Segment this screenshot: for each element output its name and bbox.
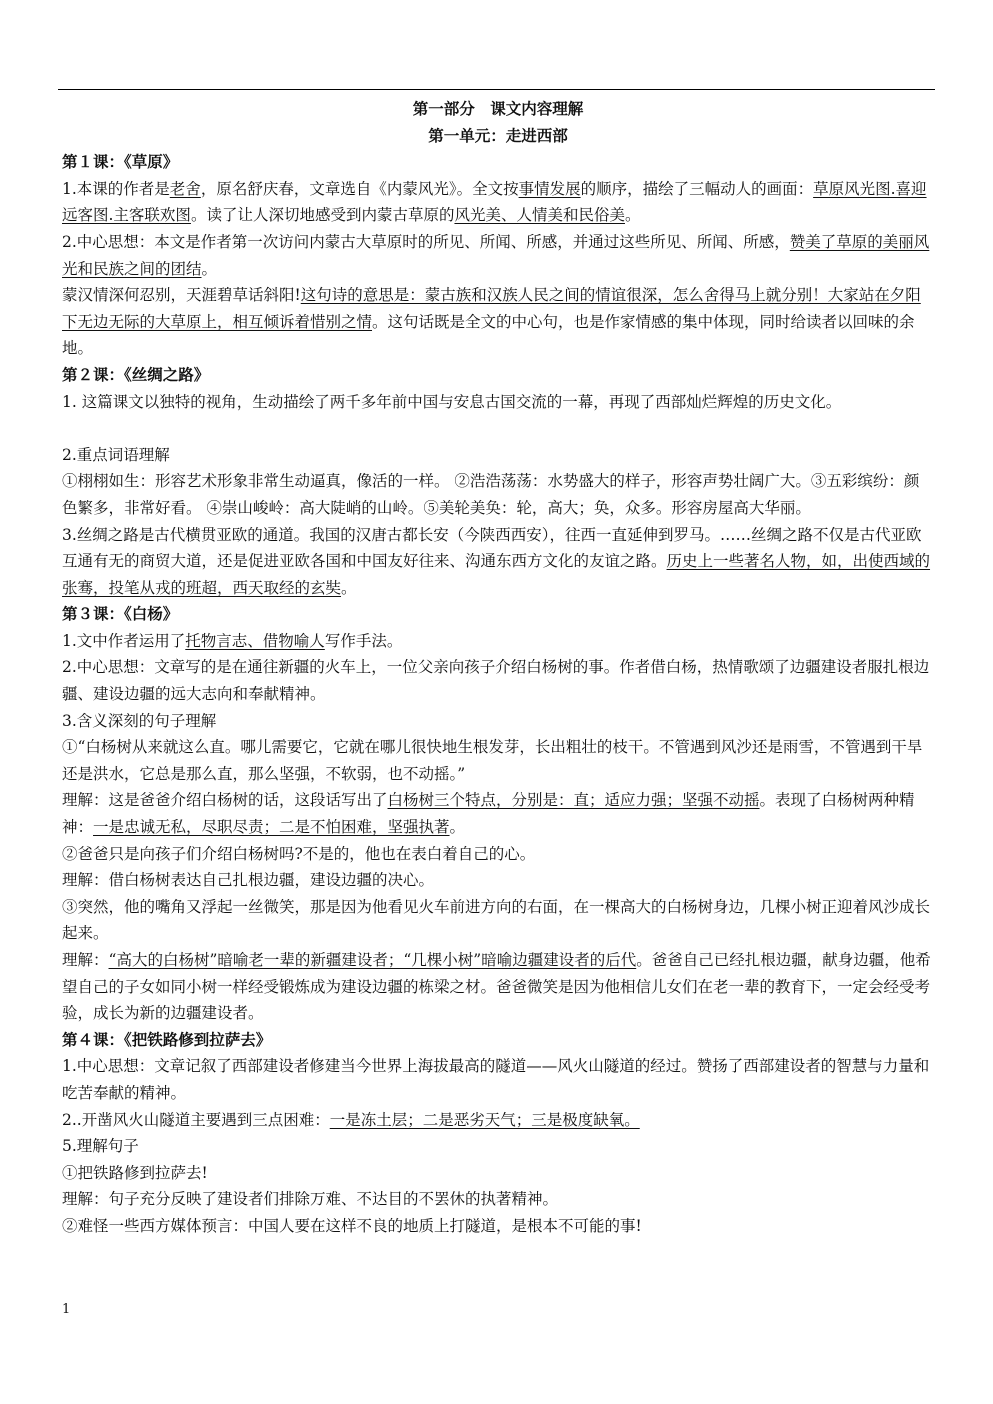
- underlined-text: 风光美、人情美和民俗美: [454, 206, 625, 225]
- text-run: 。: [624, 206, 641, 225]
- lesson-1-para-3: [62, 282, 934, 362]
- text-run: 。: [341, 578, 357, 597]
- text-run: 。: [449, 818, 466, 837]
- text-run: 写作手法。: [324, 631, 403, 650]
- underlined-text: 白杨树三个特点，分别是：直；适应力强；坚强不动摇: [387, 791, 760, 810]
- page-number: 1: [62, 1302, 71, 1317]
- lesson-3-para-3: 3.含义深刻的句子理解: [62, 711, 217, 730]
- text-run: 理解：这是爸爸介绍白杨树的话，这段话写出了: [62, 791, 388, 810]
- lesson-3-para-7: 理解：借白杨树表达自己扎根边疆，建设边疆的决心。: [62, 871, 435, 890]
- lesson-4-para-1: 1.中心思想：文章记叙了西部建设者修建当今世界上海拔最高的隧道——风火山隧道的经过。赞扬了西部建设者的智慧与力量和吃苦奉献的精神。: [62, 1057, 930, 1102]
- text-run: ，原名舒庆春，文章选自《内蒙风光》。全文按: [200, 179, 519, 198]
- text-run: 。这句话既是全文的中心句，也是作家情感的集中体现，同时给读者以回味的余地。: [62, 312, 915, 358]
- blank-line: [62, 415, 934, 442]
- text-run: 。爸爸自己已经扎根边疆，献身边疆，他希望自己的子女如同小树一样经受锻炼成为建设边疆的栋梁之材。爸爸微笑是因为他相信儿女们在老一辈的教育下，一定会经受考验，成长为新的边疆建设者。: [62, 951, 931, 1023]
- lesson-2-para-4: [62, 522, 934, 602]
- underlined-text: “高大的白杨树”暗喻老一辈的新疆建设者；“几棵小树”暗喻边疆建设者的后代: [108, 951, 637, 969]
- document-body: [62, 96, 934, 1240]
- lesson-2-para-1: 1. 这篇课文以独特的视角，生动描绘了两千多年前中国与安息古国交流的一幕，再现了西部灿烂辉煌的历史文化。: [62, 392, 842, 411]
- text-run: 2.中心思想：本文是作者第一次访问内蒙古大草原时的所见、所闻、所感，并通过这些所见、所闻、所感，: [62, 232, 790, 251]
- lesson-3-para-9: [62, 947, 934, 1027]
- underlined-text: 一是冻土层；二是恶劣天气；三是极度缺氧。: [329, 1110, 640, 1129]
- lesson-1-para-1: [62, 176, 934, 229]
- text-run: 的顺序，描绘了三幅动人的画面：: [580, 179, 814, 198]
- underlined-text: 老舍: [169, 179, 201, 198]
- lesson-4-para-5: 理解：句子充分反映了建设者们排除万难、不达目的不罢休的执著精神。: [62, 1190, 559, 1209]
- text-run: 3.丝绸之路是古代横贯亚欧的通道。我国的汉唐古都长安（今陕西西安），往西一直延伸到罗马。……丝绸之路不仅是古代亚欧互通有无的商贸大道，还是促进亚欧各国和中国友好往来、沟通东西方文化的友谊之路。: [62, 525, 922, 571]
- underlined-text: 历史上一些著名人物，如，出使西域的张骞，投笔从戎的班超，西天取经的玄奘: [62, 552, 931, 597]
- lesson-3-para-1: [62, 628, 934, 655]
- text-run: 蒙汉情深何忍别，天涯碧草话斜阳!: [62, 286, 301, 305]
- lesson-4-para-6: ②难怪一些西方媒体预言：中国人要在这样不良的地质上打隧道，是根本不可能的事!: [62, 1216, 642, 1235]
- lesson-2-para-2: 2.重点词语理解: [62, 445, 170, 464]
- lesson-4-para-3: 5.理解句子: [62, 1137, 139, 1156]
- text-run: 1.本课的作者是: [62, 179, 170, 198]
- lesson-4-heading: 第４课：《把铁路修到拉萨去》: [62, 1029, 272, 1049]
- header-rule: [58, 89, 935, 90]
- unit-title: 第一单元：走进西部: [428, 125, 568, 145]
- text-run: 。: [201, 259, 218, 278]
- text-run: 2..开凿风火山隧道主要遇到三点困难：: [62, 1110, 330, 1129]
- underlined-text: 赞美了草原的美丽风光和民族之间的团结: [62, 232, 930, 278]
- underlined-text: 草原风光图.喜迎远客图.主客联欢图: [62, 179, 927, 225]
- lesson-3-para-4: ①“白杨树从来就这么直。哪儿需要它，它就在哪儿很快地生根发芽，长出粗壮的枝干。不管遇到风沙还是雨雪，不管遇到干旱还是洪水，它总是那么直，那么坚强，不软弱，也不动摇。”: [62, 738, 923, 783]
- text-run: 。读了让人深切地感受到内蒙古草原的: [190, 206, 455, 225]
- part-title: 第一部分 课文内容理解: [412, 99, 584, 118]
- lesson-1-para-2: [62, 229, 934, 282]
- underlined-text: 一是忠诚无私，尽职尽责；二是不怕困难，坚强执著: [93, 818, 450, 837]
- lesson-1-heading: 第１课：《草原》: [62, 152, 179, 172]
- lesson-3-para-6: ②爸爸只是向孩子们介绍白杨树吗?不是的，他也在表白着自己的心。: [62, 844, 536, 863]
- lesson-3-para-8: ③突然，他的嘴角又浮起一丝微笑，那是因为他看见火车前进方向的右面，在一棵高大的白杨树身边，几棵小树正迎着风沙成长起来。: [62, 897, 931, 943]
- text-run: 理解：: [62, 951, 109, 969]
- lesson-2-para-3: ①栩栩如生：形容艺术形象非常生动逼真，像活的一样。 ②浩浩荡荡：水势盛大的样子，形容声势壮阔广大。③五彩缤纷：颜色繁多，非常好看。 ④崇山峻岭：高大陡峭的山岭。⑤美轮美奂：轮，高大；奂，众多。形容房屋高大华丽。: [62, 472, 920, 517]
- lesson-3-para-5: [62, 787, 934, 840]
- text-run: 。表现了白杨树两种精神：: [62, 791, 915, 837]
- underlined-text: 这句诗的意思是：蒙古族和汉族人民之间的情谊很深，怎么舍得马上就分别！大家站在夕阳下无边无际的大草原上，相互倾诉着惜别之情: [62, 286, 921, 331]
- lesson-4-para-2: [62, 1107, 934, 1134]
- lesson-2-heading: 第２课：《丝绸之路》: [62, 364, 210, 384]
- lesson-4-para-4: ①把铁路修到拉萨去!: [62, 1163, 208, 1182]
- lesson-3-para-2: 2.中心思想：文章写的是在通往新疆的火车上，一位父亲向孩子介绍白杨树的事。作者借白杨，热情歌颂了边疆建设者服扎根边疆、建设边疆的远大志向和奉献精神。: [62, 658, 930, 704]
- underlined-text: 事情发展: [518, 179, 581, 198]
- text-run: 1.文中作者运用了: [62, 631, 186, 650]
- underlined-text: 托物言志、借物喻人: [185, 631, 325, 650]
- lesson-3-heading: 第３课：《白杨》: [62, 604, 179, 624]
